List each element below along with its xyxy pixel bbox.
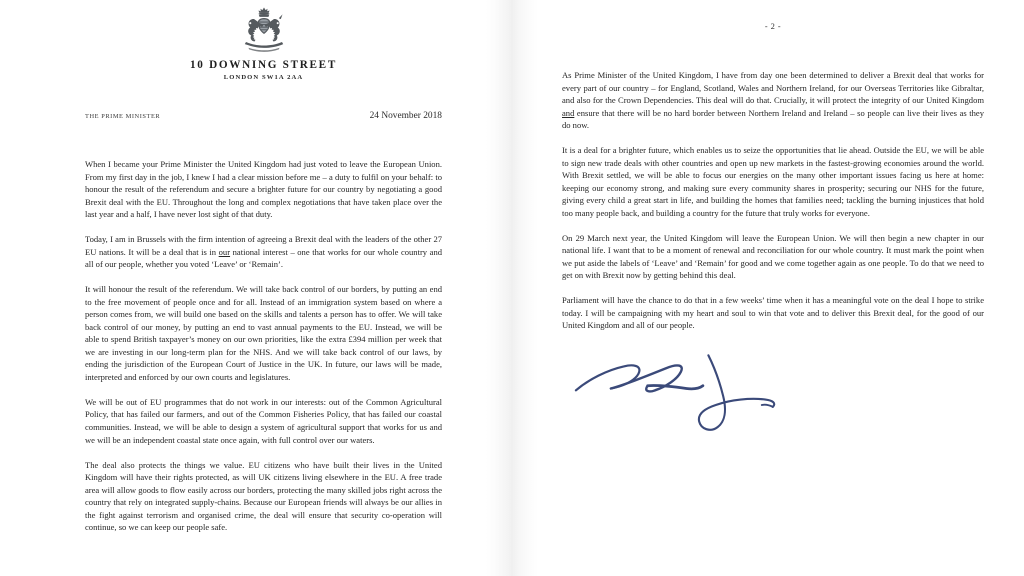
letterhead-address-line1: 10 DOWNING STREET (189, 59, 337, 71)
paragraph: It is a deal for a brighter future, which enables us to seize the opportunities that lie ahead. Outside the EU, we will be able to sign new trade deals with other countries and open up new markets in the fastest-growing economies around the world. With Brexit settled, we will be able to focus our energies on the many other important issues facing us here at home: keeping our economy strong, and making sure every community shares in prosperity; securing our NHS for the future, giving every child a great start in life, and building the homes that families need; tackling the burning injustices that hold too many people back, and building a country for the future that truly works for everyone. (562, 145, 984, 218)
underlined-word: and (562, 107, 575, 118)
paragraph-with-underline (562, 69, 984, 132)
underlined-word: our (218, 246, 231, 257)
paragraph-text-part1: As Prime Minister of the United Kingdom, I have from day one been determined to deliver a Brexit deal that works for every part of our country – for England, Scotland, Wales and Northern Ireland, for our Overseas Territories like Gibraltar, and also for the Crown Dependencies. This deal will do that. Crucially, it will protect the integrity of our United Kingdom (562, 70, 984, 106)
letter-page-2 (538, 0, 1024, 576)
paragraph-text-part2: ensure that there will be no hard border between Northern Ireland and Ireland – so people can live their lives as they do now. (562, 107, 984, 131)
letter-header-row (85, 111, 442, 121)
letterhead (85, 0, 442, 81)
letter-date: 24 November 2018 (369, 111, 442, 121)
paragraph: It will honour the result of the referendum. We will take back control of our borders, by putting an end to the free movement of people once and for all. Instead of an immigration system based on where a person comes from, we will build one based on the skills and talents a person has to offer. We will take back control of our money, by putting an end to vast annual payments to the EU. Instead, we will be able to spend British taxpayer’s money on our own priorities, like the extra £394 million per week that we are investing in our long-term plan for the NHS. And we will take back control of our laws, by ending the jurisdiction of the European Court of Justice in the UK. In future, our laws will be made, interpreted and enforced by our own courts and legislatures. (85, 284, 442, 382)
sender-title: THE PRIME MINISTER (85, 113, 161, 120)
paragraph-text-part1: Today, I am in Brussels with the firm intention of agreeing a Brexit deal with the leaders of the other 27 EU nations. It will be a deal that is in (85, 234, 442, 257)
handwritten-signature (570, 348, 810, 440)
paragraph: Parliament will have the chance to do that in a few weeks’ time when it has a meaningful vote on the deal I hope to strike today. I will be campaigning with my heart and soul to win that vote and to deliver this Brexit deal, for the good of our United Kingdom and all of our people. (562, 295, 984, 331)
letter-page-1 (0, 0, 486, 576)
page-2-body (562, 69, 984, 332)
page-number: - 2 - (764, 22, 782, 31)
paragraph-with-underline (85, 233, 442, 271)
paragraph-text-part2: national interest – one that works for our whole country and all of our people, whether you voted ‘Leave’ or ‘Remain’. (85, 246, 442, 270)
page-gutter (486, 0, 538, 576)
signature-block (562, 348, 984, 444)
royal-coat-of-arms-icon (232, 6, 296, 52)
paragraph: The deal also protects the things we value. EU citizens who have built their lives in the United Kingdom will have their rights protected, as will UK citizens living elsewhere in the EU. A free trade area will allow goods to flow easily across our borders, protecting the many skilled jobs right across the country that rely on integrated supply-chains. Because our European friends will always be our allies in the fight against terrorism and organised crime, the deal will ensure that security co-operation will continue, so we can keep our people safe. (85, 459, 442, 533)
page-1-body (85, 158, 442, 534)
paragraph: When I became your Prime Minister the United Kingdom had just voted to leave the European Union. From my first day in the job, I knew I had a clear mission before me – a duty to fulfil on your behalf: to honour the result of the referendum and secure a brighter future for our country by negotiating a good Brexit deal with the EU. Throughout the long and complex negotiations that have taken place over the last year and a half, I have never lost sight of that duty. (85, 159, 442, 220)
letterhead-address-line2: LONDON SW1A 2AA (223, 74, 304, 81)
paragraph: On 29 March next year, the United Kingdom will leave the European Union. We will then begin a new chapter in our national life. I want that to be a moment of renewal and reconciliation for our whole country. It must mark the point when we put aside the labels of ‘Leave’ and ‘Remain’ for good and we come together again as one people. To do that we need to get on with Brexit now by getting behind this deal. (562, 232, 984, 281)
paragraph: We will be out of EU programmes that do not work in our interests: out of the Common Agricultural Policy, that has failed our farmers, and out of the Common Fisheries Policy, that has failed our coastal communities. Instead, we will be able to design a system of agricultural support that works for us and we will be an independent coastal state once again, with full control over our waters. (85, 396, 442, 445)
